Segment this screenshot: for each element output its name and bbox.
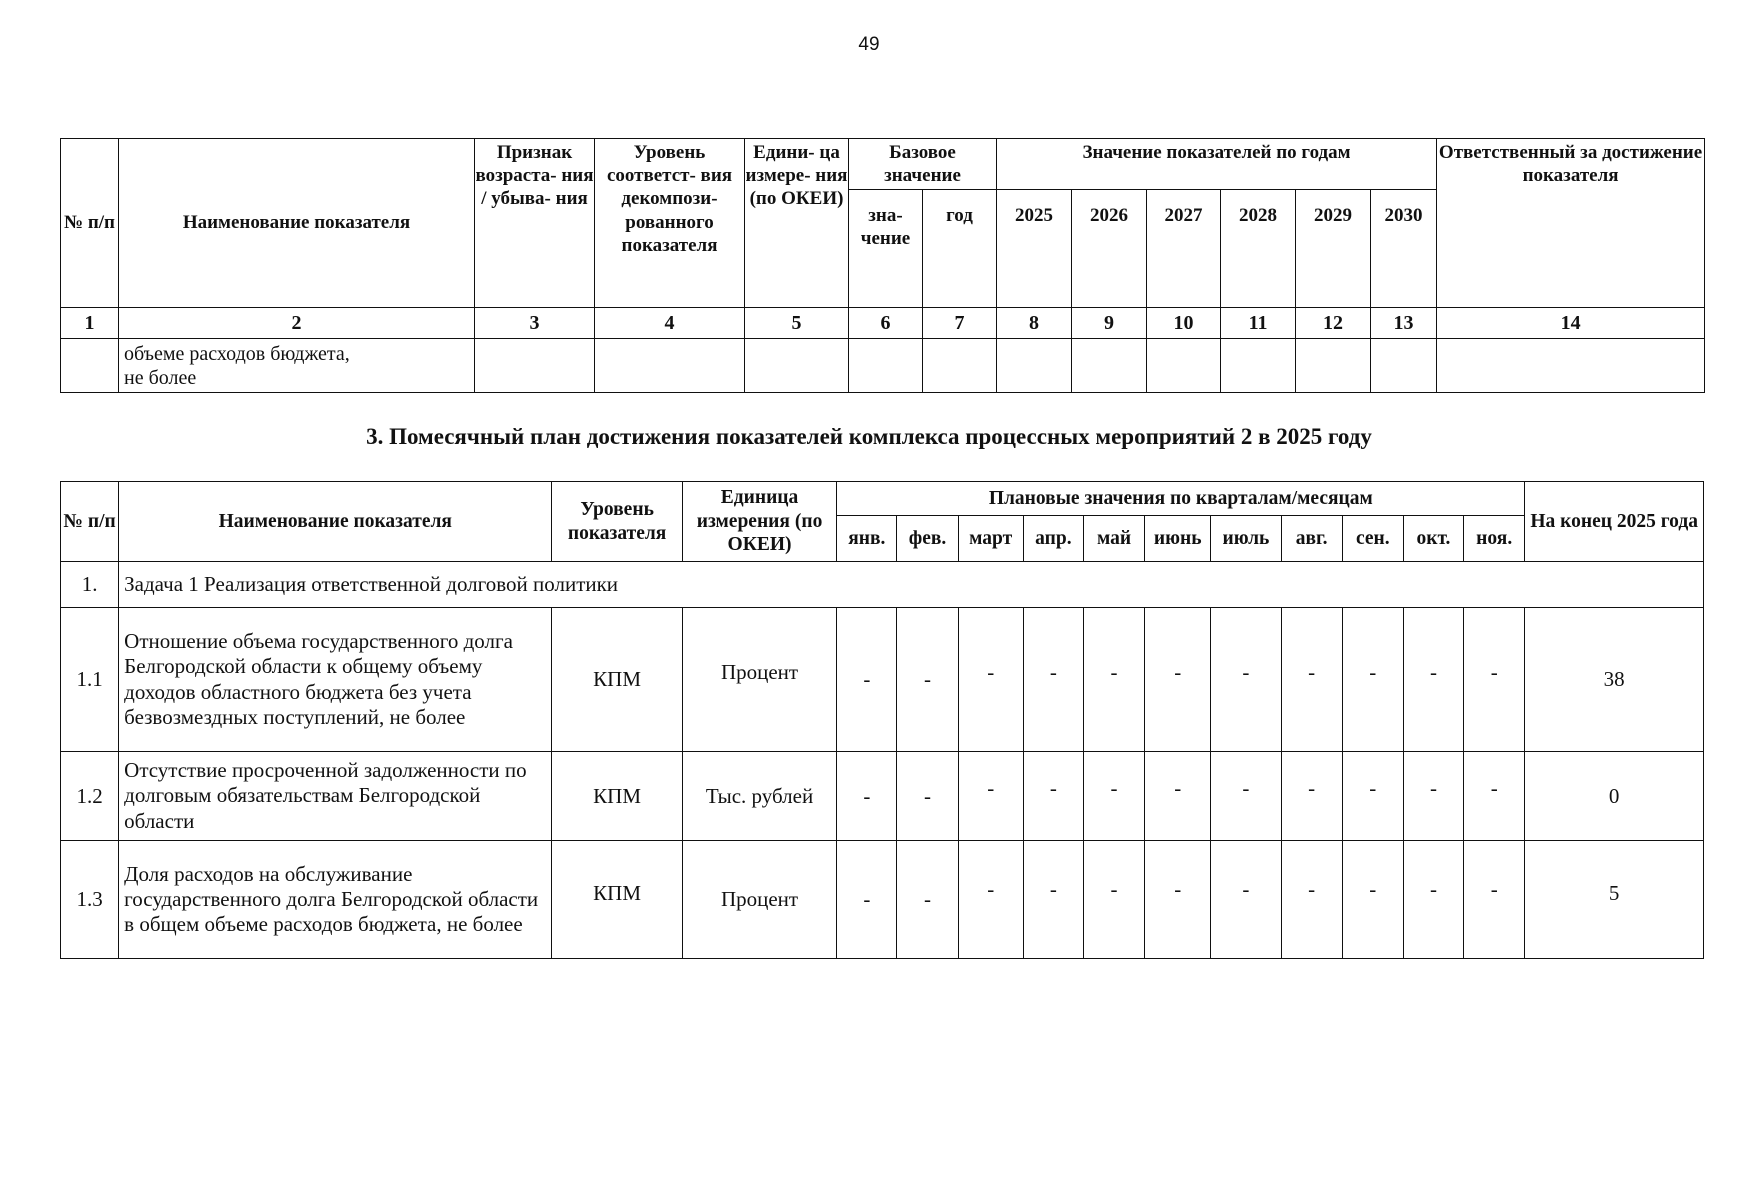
header-year: 2028 — [1221, 190, 1296, 308]
continuation-name-line: не более — [124, 366, 197, 389]
header-unit: Единица измерения (по ОКЕИ) — [682, 482, 836, 562]
monthly-plan-table — [60, 481, 1704, 959]
header-month: окт. — [1403, 516, 1463, 562]
month-value: - — [897, 608, 958, 752]
month-value: - — [1023, 608, 1083, 752]
column-number: 8 — [997, 308, 1072, 339]
row-name: Отношение объема государственного долга Белгородской области к общему объему доходов областного бюджета без учета безвозмездных поступлений, не более — [119, 608, 552, 752]
task-num: 1. — [61, 562, 119, 608]
month-value: - — [1342, 752, 1403, 841]
table-row — [61, 752, 1704, 841]
table-row — [61, 841, 1704, 959]
month-value: - — [1023, 752, 1083, 841]
task-row — [61, 562, 1704, 608]
month-value: - — [837, 752, 897, 841]
column-number: 3 — [475, 308, 595, 339]
month-value: - — [1342, 608, 1403, 752]
header-base-value: зна- чение — [849, 190, 923, 308]
month-value: - — [1342, 841, 1403, 959]
month-value: - — [1464, 608, 1525, 752]
header-month: апр. — [1023, 516, 1083, 562]
month-value: - — [1145, 608, 1211, 752]
continuation-row — [61, 339, 1705, 393]
header-month: фев. — [897, 516, 958, 562]
header-sign: Признак возраста- ния / убыва- ния — [475, 139, 595, 308]
task-text: Задача 1 Реализация ответственной долговой политики — [119, 562, 1704, 608]
row-num: 1.3 — [61, 841, 119, 959]
row-end-value: 38 — [1525, 608, 1704, 752]
row-name: Отсутствие просроченной задолженности по долговым обязательствам Белгородской области — [119, 752, 552, 841]
header-end: На конец 2025 года — [1525, 482, 1704, 562]
month-value: - — [1083, 752, 1144, 841]
header-year: 2025 — [997, 190, 1072, 308]
row-name: Доля расходов на обслуживание государственного долга Белгородской области в общем объеме расходов бюджета, не более — [119, 841, 552, 959]
header-year: 2029 — [1296, 190, 1371, 308]
column-number: 5 — [745, 308, 849, 339]
column-number: 4 — [595, 308, 745, 339]
month-value: - — [1023, 841, 1083, 959]
month-value: - — [958, 841, 1023, 959]
column-number: 1 — [61, 308, 119, 339]
header-month: янв. — [837, 516, 897, 562]
month-value: - — [1211, 608, 1281, 752]
column-number: 9 — [1072, 308, 1147, 339]
month-value: - — [1281, 608, 1342, 752]
header-plan: Плановые значения по кварталам/месяцам — [837, 482, 1525, 516]
header-level: Уровень показателя — [552, 482, 682, 562]
continuation-name-line: объеме расходов бюджета, — [124, 342, 350, 365]
header-month: май — [1083, 516, 1144, 562]
month-value: - — [1403, 841, 1463, 959]
month-value: - — [958, 752, 1023, 841]
row-unit: Тыс. рублей — [682, 752, 836, 841]
header-month: авг. — [1281, 516, 1342, 562]
column-number: 11 — [1221, 308, 1296, 339]
header-unit: Едини- ца измере- ния (по ОКЕИ) — [745, 139, 849, 308]
column-number: 2 — [119, 308, 475, 339]
month-value: - — [1281, 752, 1342, 841]
month-value: - — [1145, 752, 1211, 841]
continuation-name-cell — [119, 339, 475, 393]
column-number: 7 — [923, 308, 997, 339]
row-level: КПМ — [552, 841, 682, 959]
header-month: ноя. — [1464, 516, 1525, 562]
column-number: 13 — [1371, 308, 1437, 339]
header-year: 2026 — [1072, 190, 1147, 308]
column-number: 6 — [849, 308, 923, 339]
header-year: 2030 — [1371, 190, 1437, 308]
row-level: КПМ — [552, 608, 682, 752]
row-level: КПМ — [552, 752, 682, 841]
month-value: - — [1211, 841, 1281, 959]
month-value: - — [1464, 841, 1525, 959]
indicators-table — [60, 138, 1705, 393]
month-value: - — [1464, 752, 1525, 841]
row-unit: Процент — [682, 608, 836, 752]
header-num: № п/п — [61, 139, 119, 308]
column-numbers-row — [61, 308, 1705, 339]
header-name: Наименование показателя — [119, 139, 475, 308]
column-number: 14 — [1437, 308, 1705, 339]
header-base-year: год — [923, 190, 997, 308]
month-value: - — [837, 608, 897, 752]
month-value: - — [897, 841, 958, 959]
month-value: - — [1403, 608, 1463, 752]
header-name: Наименование показателя — [119, 482, 552, 562]
header-base: Базовое значение — [849, 139, 997, 190]
month-value: - — [1083, 608, 1144, 752]
header-month: июнь — [1145, 516, 1211, 562]
header-year: 2027 — [1147, 190, 1221, 308]
header-month: июль — [1211, 516, 1281, 562]
month-value: - — [837, 841, 897, 959]
section-title: 3. Помесячный план достижения показателей комплекса процессных мероприятий 2 в 2025 году — [366, 424, 1372, 449]
row-end-value: 0 — [1525, 752, 1704, 841]
month-value: - — [897, 752, 958, 841]
row-num: 1.2 — [61, 752, 119, 841]
row-end-value: 5 — [1525, 841, 1704, 959]
header-years-group: Значение показателей по годам — [997, 139, 1437, 190]
month-value: - — [1403, 752, 1463, 841]
row-unit: Процент — [682, 841, 836, 959]
header-responsible: Ответственный за достижение показателя — [1437, 139, 1705, 308]
row-num: 1.1 — [61, 608, 119, 752]
month-value: - — [958, 608, 1023, 752]
column-number: 12 — [1296, 308, 1371, 339]
month-value: - — [1211, 752, 1281, 841]
header-month: март — [958, 516, 1023, 562]
header-month: сен. — [1342, 516, 1403, 562]
month-value: - — [1083, 841, 1144, 959]
month-value: - — [1145, 841, 1211, 959]
page-number: 49 — [858, 34, 880, 55]
header-level: Уровень соответст- вия декомпози- рованного показателя — [595, 139, 745, 308]
header-num: № п/п — [61, 482, 119, 562]
table-row — [61, 608, 1704, 752]
column-number: 10 — [1147, 308, 1221, 339]
month-value: - — [1281, 841, 1342, 959]
